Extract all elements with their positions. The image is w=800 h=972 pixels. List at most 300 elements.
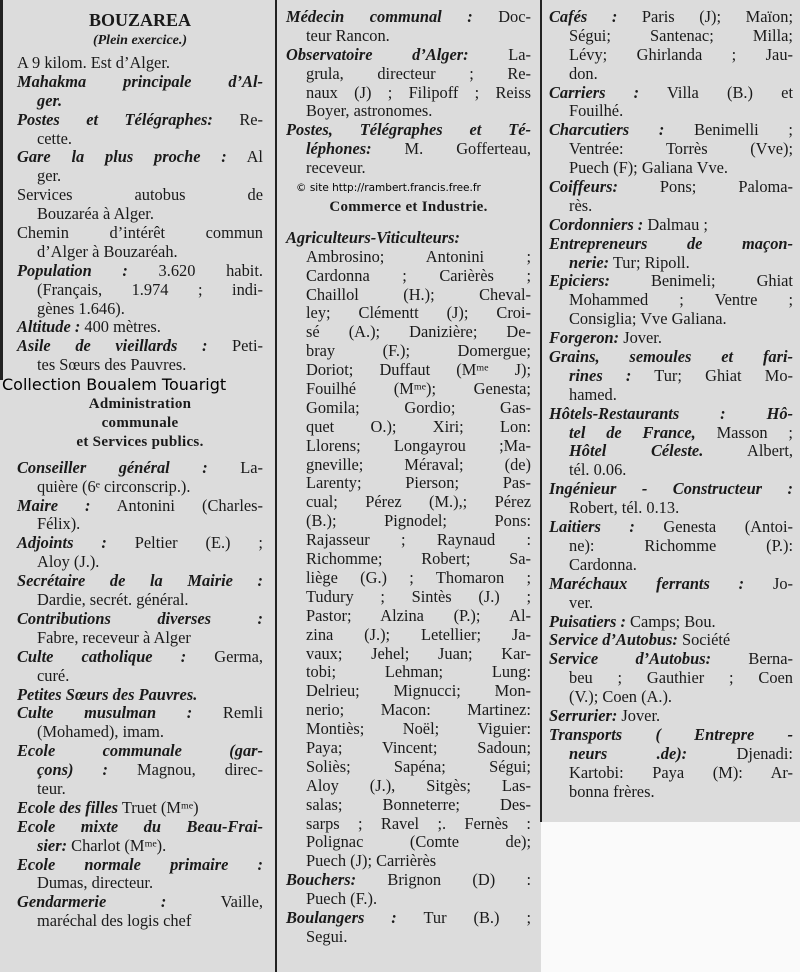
directory-entry: [286, 871, 531, 909]
entry-text: Antonini (Charles-: [90, 495, 263, 515]
entry-text: Gomila; Gordio; Gas-: [306, 397, 531, 417]
directory-entry: [17, 224, 263, 262]
entry-text: sarps ; Ravel ;. Fernès :: [306, 813, 531, 833]
entry-text: Genesta (Antoi-: [634, 517, 793, 537]
entry-line: [17, 515, 263, 534]
entry-label: Boulangers :: [286, 907, 397, 927]
entry-line: [286, 645, 531, 664]
entry-line: [549, 272, 793, 291]
directory-entry: [17, 337, 263, 375]
entry-line: [286, 229, 531, 248]
entry-text: Lévy; Ghirlanda ; Jau-: [569, 44, 793, 64]
entry-line: [17, 281, 263, 300]
entry-label: nerie:: [569, 252, 610, 272]
entry-text: receveur.: [306, 158, 366, 178]
entry-line: [286, 739, 531, 758]
entry-line: [17, 837, 263, 856]
entry-line: [549, 367, 793, 386]
entry-text: Ségui; Santenac; Milla;: [569, 25, 793, 45]
entry-line: [286, 159, 531, 178]
entry-text: Kartobi: Paya (M): Ar-: [569, 762, 793, 782]
entry-line: [286, 909, 531, 928]
entry-text: quet O.); Xiri; Lon:: [306, 416, 531, 436]
entry-label: Altitude :: [17, 317, 81, 337]
directory-entry: [549, 8, 793, 84]
entry-line: [17, 54, 263, 73]
entry-text: nerio; Macon: Martinez:: [306, 700, 531, 720]
entry-label: ger.: [37, 90, 63, 110]
entry-line: [286, 796, 531, 815]
entry-text: Magnou, direc-: [107, 760, 263, 780]
entry-text: Paris (J); Maïon;: [617, 7, 793, 26]
entry-label: Transports ( Entrepre -: [549, 724, 793, 744]
blank-area: [541, 822, 800, 972]
entry-text: gènes 1.646).: [37, 298, 125, 318]
entry-text: Benimelli ;: [664, 120, 793, 140]
entry-text: Delrieu; Mignucci; Mon-: [306, 681, 531, 701]
entry-text: Dumas, directeur.: [37, 873, 154, 893]
entry-label: Population :: [17, 260, 128, 280]
entry-line: [286, 758, 531, 777]
entry-label: Entrepreneurs de maçon-: [549, 233, 793, 253]
directory-entry: [549, 216, 793, 235]
entry-label: Culte musulman :: [17, 703, 193, 723]
directory-entry: [549, 348, 793, 405]
entry-label: Mahakma principale d’Al-: [17, 71, 263, 91]
entry-label: Service d’Autobus:: [549, 630, 678, 650]
directory-entry: [17, 893, 263, 931]
entry-line: [286, 361, 531, 380]
entry-text: Peti-: [207, 336, 263, 356]
entry-line: [286, 852, 531, 871]
entry-line: [549, 291, 793, 310]
entry-line: [286, 248, 531, 267]
entry-line: [17, 818, 263, 837]
entry-text: Pastor; Alzina (P.); Al-: [306, 605, 531, 625]
entry-line: [17, 111, 263, 130]
entry-line: [286, 531, 531, 550]
entry-text: Consiglia; Vve Galiana.: [569, 309, 727, 329]
entry-line: [549, 84, 793, 103]
entry-line: [286, 46, 531, 65]
entry-line: [286, 304, 531, 323]
entry-line: [286, 512, 531, 531]
entry-line: [549, 424, 793, 443]
entry-label: Cafés :: [549, 7, 618, 26]
entry-line: [549, 121, 793, 140]
entry-text: Benimeli; Ghiat: [610, 271, 793, 291]
entry-line: [549, 65, 793, 84]
entry-label: Puisatiers :: [549, 611, 626, 631]
entry-text: Montiès; Noël; Viguier:: [306, 719, 531, 739]
entry-line: [17, 356, 263, 375]
directory-entry: [17, 704, 263, 742]
entry-label: Forgeron:: [549, 328, 620, 348]
directory-entry: [286, 121, 531, 178]
entry-label: Laitiers :: [549, 517, 635, 537]
directory-entry: [17, 459, 263, 497]
entry-line: [549, 329, 793, 348]
entry-label: Contributions diverses :: [17, 608, 263, 628]
entry-label: Gare la plus proche :: [17, 147, 227, 167]
section-heading-communale: communale: [101, 415, 179, 432]
entry-line: [286, 121, 531, 140]
entry-line: [549, 216, 793, 235]
entry-line: [549, 783, 793, 802]
entry-line: [17, 591, 263, 610]
entry-line: [549, 613, 793, 632]
entry-line: [286, 380, 531, 399]
entry-text: Vaille,: [166, 892, 263, 912]
column-3: [549, 8, 793, 801]
directory-entry: [549, 480, 793, 518]
entry-text: Puech (F); Galiana Vve.: [569, 158, 729, 178]
entry-line: [286, 890, 531, 909]
entry-label: Grains, semoules et fari-: [549, 347, 793, 367]
entry-label: çons) :: [37, 760, 108, 780]
directory-entry: [17, 686, 263, 705]
entry-line: [17, 92, 263, 111]
entry-line: [549, 764, 793, 783]
entry-label: Agriculteurs-Viticulteurs:: [286, 227, 460, 247]
entry-line: [549, 140, 793, 159]
entry-line: [549, 8, 793, 27]
directory-entry: [17, 73, 263, 111]
entry-line: [17, 686, 263, 705]
entry-line: [286, 399, 531, 418]
entry-text: Doc-: [472, 7, 531, 26]
entry-line: [286, 342, 531, 361]
entry-line: [549, 27, 793, 46]
entry-text: Dardie, secrét. général.: [37, 590, 189, 610]
entry-label: Coiffeurs:: [549, 177, 618, 197]
entry-text: grula, directeur ; Re-: [306, 63, 531, 83]
entry-text: Truet (Mᵐᵉ): [118, 797, 199, 817]
section-heading-administration: Administration: [88, 396, 192, 413]
entry-line: [286, 682, 531, 701]
directory-entry: [549, 613, 793, 632]
entry-label: Conseiller général :: [17, 457, 208, 477]
directory-entry: [17, 497, 263, 535]
entry-text: zina (J.); Letellier; Ja-: [306, 624, 531, 644]
entry-text: Robert, tél. 0.13.: [569, 498, 680, 518]
directory-entry: [17, 856, 263, 894]
entry-text: liège (G.) ; Thomaron ;: [306, 567, 531, 587]
entry-label: Ecole communale (gar-: [17, 741, 263, 761]
entry-text: quière (6ᵉ circonscrip.).: [37, 476, 191, 496]
column-divider-2: [540, 0, 542, 822]
entry-text: (B.); Pignodel; Pons:: [306, 511, 531, 531]
entry-line: [17, 704, 263, 723]
entry-line: [17, 459, 263, 478]
entry-text: Polignac (Comte de);: [306, 832, 531, 852]
directory-entry: [549, 235, 793, 273]
entry-text: Chemin d’intérêt commun: [17, 223, 263, 243]
entry-text: gneville; Méraval; (de): [306, 454, 531, 474]
entries-services: [286, 8, 531, 178]
entry-label: Maréchaux ferrants :: [549, 573, 745, 593]
entry-label: Petites Sœurs des Pauvres.: [17, 684, 198, 704]
entry-text: Pons; Paloma-: [617, 177, 793, 197]
directory-entry: [549, 518, 793, 575]
entry-line: [549, 461, 793, 480]
entry-text: naux (J) ; Filipoff ; Reiss: [306, 82, 531, 102]
entry-text: (Mohamed), imam.: [37, 722, 164, 742]
entry-line: [17, 874, 263, 893]
entry-text: teur Rancon.: [306, 25, 390, 45]
entry-text: tél. 0.06.: [569, 460, 627, 480]
entry-label: Service d’Autobus:: [549, 649, 712, 669]
entry-text: Charlot (Mᵐᵉ).: [67, 835, 167, 855]
entry-text: maréchal des logis chef: [37, 911, 192, 931]
directory-entry: [17, 648, 263, 686]
entry-text: Cardonna.: [569, 554, 637, 574]
entry-text: vaux; Jehel; Juan; Kar-: [306, 643, 531, 663]
entry-text: Cardonna ; Carièrès ;: [306, 265, 531, 285]
entry-label: rines :: [569, 365, 632, 385]
entry-text: Ambrosino; Antonini ;: [306, 246, 531, 266]
entry-label: Postes et Télégraphes:: [17, 109, 213, 129]
entry-line: [549, 669, 793, 688]
entry-line: [17, 534, 263, 553]
directory-entry: [17, 610, 263, 648]
entry-text: Segui.: [306, 926, 348, 946]
directory-entry: [17, 742, 263, 799]
directory-entry: [286, 8, 531, 46]
entry-text: Masson ;: [695, 422, 793, 442]
entry-line: [17, 337, 263, 356]
entry-text: curé.: [37, 665, 70, 685]
entry-line: [286, 588, 531, 607]
entry-line: [17, 318, 263, 337]
directory-entry: [549, 405, 793, 481]
entry-text: cette.: [37, 128, 73, 148]
entry-text: Brignon (D) :: [356, 870, 531, 890]
entry-label: Cordonniers :: [549, 214, 644, 234]
entries-commerce: [286, 229, 531, 947]
entry-text: sé (A.); Danizière; De-: [306, 322, 531, 342]
entry-line: [549, 178, 793, 197]
entry-line: [17, 780, 263, 799]
entry-text: Bouzaréa à Alger.: [37, 204, 154, 224]
entry-line: [286, 437, 531, 456]
entry-text: teur.: [37, 778, 66, 798]
entry-line: [17, 73, 263, 92]
entry-text: Aloy (J.), Sitgès; Las-: [306, 775, 531, 795]
entry-label: Ecole normale primaire :: [17, 854, 263, 874]
entry-line: [17, 610, 263, 629]
entry-text: Germa,: [186, 646, 263, 666]
entry-line: [286, 607, 531, 626]
entry-text: bonna frères.: [569, 781, 655, 801]
entry-label: Bouchers:: [286, 870, 357, 890]
entry-text: cual; Pérez (M.),; Pérez: [306, 492, 531, 512]
entry-label: Ingénieur - Constructeur :: [549, 479, 793, 499]
entries-administration: [17, 459, 263, 931]
entry-text: don.: [569, 63, 598, 83]
entry-line: [17, 667, 263, 686]
entry-line: [286, 777, 531, 796]
directory-entry: [17, 262, 263, 319]
entry-line: [549, 442, 793, 461]
entry-line: [286, 833, 531, 852]
entry-line: [17, 167, 263, 186]
entry-text: Al: [226, 147, 263, 167]
entry-line: [17, 553, 263, 572]
directory-entry: [17, 318, 263, 337]
entry-line: [286, 456, 531, 475]
entry-line: [286, 871, 531, 890]
entry-text: (Français, 1.974 ; indi-: [37, 279, 263, 299]
entry-text: Ventrée: Torrès (Vve);: [569, 139, 793, 159]
entry-line: [17, 243, 263, 262]
entry-line: [286, 928, 531, 947]
directory-entry: [17, 54, 263, 73]
entry-line: [286, 626, 531, 645]
entry-line: [17, 893, 263, 912]
entry-text: Chaillol (H.); Cheval-: [306, 284, 531, 304]
entry-text: Llorens; Longayrou ;Ma-: [306, 435, 531, 455]
entry-text: beu ; Gauthier ; Coen: [569, 668, 793, 688]
directory-entry: [549, 707, 793, 726]
entry-line: [549, 726, 793, 745]
directory-entry: [17, 148, 263, 186]
entry-label: Ecole des filles: [17, 797, 119, 817]
entry-text: ger.: [37, 166, 62, 186]
entry-text: 400 mètres.: [80, 317, 161, 337]
entry-label: Serrurier:: [549, 705, 618, 725]
entry-text: M. Gofferteau,: [371, 139, 531, 159]
entry-text: Richomme; Robert; Sa-: [306, 549, 531, 569]
entry-line: [286, 418, 531, 437]
entry-text: Puech (J); Carrièrès: [306, 851, 437, 871]
page-subtitle: (Plein exercice.): [92, 33, 188, 48]
entry-text: Re-: [212, 109, 263, 129]
entry-line: [286, 8, 531, 27]
entry-line: [549, 46, 793, 65]
entry-label: Ecole mixte du Beau-Frai-: [17, 816, 263, 836]
directory-entry: [549, 575, 793, 613]
directory-entry: [549, 726, 793, 802]
entry-text: Rajasseur ; Raynaud :: [306, 530, 531, 550]
entry-line: [286, 815, 531, 834]
entry-line: [549, 480, 793, 499]
entry-label: Hôtel Céleste.: [569, 441, 704, 461]
directory-entry: [17, 534, 263, 572]
entry-label: Asile de vieillards :: [17, 336, 208, 356]
entry-line: [286, 550, 531, 569]
entry-line: [17, 856, 263, 875]
entry-line: [286, 493, 531, 512]
entry-line: [549, 594, 793, 613]
entry-text: ver.: [569, 592, 594, 612]
entry-line: [286, 323, 531, 342]
entry-text: Puech (F.).: [306, 889, 378, 909]
entry-text: A 9 kilom. Est d’Alger.: [17, 53, 170, 72]
section-heading-services: et Services publics.: [76, 433, 204, 450]
left-edge: [0, 0, 3, 380]
entry-line: [549, 537, 793, 556]
directory-entry: [549, 178, 793, 216]
entry-label: Maire :: [17, 495, 91, 515]
entry-label: tel de France,: [569, 422, 696, 442]
entry-line: [17, 742, 263, 761]
entry-text: hamed.: [569, 384, 617, 404]
entry-text: Société: [677, 630, 731, 650]
entry-line: [549, 707, 793, 726]
entry-label: sier:: [37, 835, 68, 855]
entry-text: Fabre, receveur à Alger: [37, 627, 191, 647]
entry-line: [549, 650, 793, 669]
entry-line: [286, 720, 531, 739]
entry-text: La-: [207, 457, 264, 477]
entry-label: Observatoire d’Alger:: [286, 44, 469, 64]
entry-line: [286, 569, 531, 588]
entry-line: [549, 499, 793, 518]
directory-entry: [286, 229, 531, 871]
entry-line: [17, 761, 263, 780]
entry-label: Adjoints :: [17, 533, 107, 553]
entry-label: Carriers :: [549, 82, 640, 102]
directory-entry: [17, 572, 263, 610]
entry-line: [17, 629, 263, 648]
entry-line: [549, 348, 793, 367]
entry-line: [549, 688, 793, 707]
entry-text: Paya; Vincent; Sadoun;: [306, 737, 531, 757]
entry-text: Larenty; Pierson; Pas-: [306, 473, 531, 493]
watermark-collection: Collection Boualem Touarigt: [2, 375, 227, 395]
entry-text: rès.: [569, 195, 593, 215]
entry-line: [286, 286, 531, 305]
entry-line: [286, 267, 531, 286]
entry-line: [549, 197, 793, 216]
entry-text: Albert,: [703, 441, 793, 461]
directory-entry: [17, 818, 263, 856]
entry-line: [17, 205, 263, 224]
entry-label: Gendarmerie :: [17, 892, 167, 912]
entry-line: [286, 140, 531, 159]
entry-line: [286, 27, 531, 46]
entry-text: Peltier (E.) ;: [106, 533, 263, 553]
entry-line: [549, 386, 793, 405]
entry-line: [549, 405, 793, 424]
entry-text: Aloy (J.).: [37, 552, 100, 572]
entry-line: [549, 575, 793, 594]
entry-line: [549, 310, 793, 329]
entry-line: [17, 224, 263, 243]
entry-text: ley; Clémentt (J); Croi-: [306, 303, 531, 323]
entry-line: [286, 65, 531, 84]
entry-line: [286, 84, 531, 103]
entries-trades: [549, 8, 793, 801]
entry-text: d’Alger à Bouzaréah.: [37, 241, 178, 261]
directory-entry: [286, 46, 531, 122]
entry-text: Djenadi:: [687, 743, 793, 763]
directory-entry: [286, 909, 531, 947]
entry-text: Jover.: [617, 705, 661, 725]
directory-entry: [549, 272, 793, 329]
directory-entry: [549, 84, 793, 122]
entry-line: [549, 745, 793, 764]
entry-text: salas; Bonneterre; Des-: [306, 794, 531, 814]
directory-entry: [549, 329, 793, 348]
entry-line: [549, 102, 793, 121]
entry-text: Services autobus de: [17, 185, 263, 205]
entry-text: Mohammed ; Ventre ;: [569, 290, 793, 310]
entry-text: Jo-: [744, 573, 793, 593]
watermark-site: © site http://rambert.francis.free.fr: [296, 182, 481, 195]
entry-line: [286, 102, 531, 121]
